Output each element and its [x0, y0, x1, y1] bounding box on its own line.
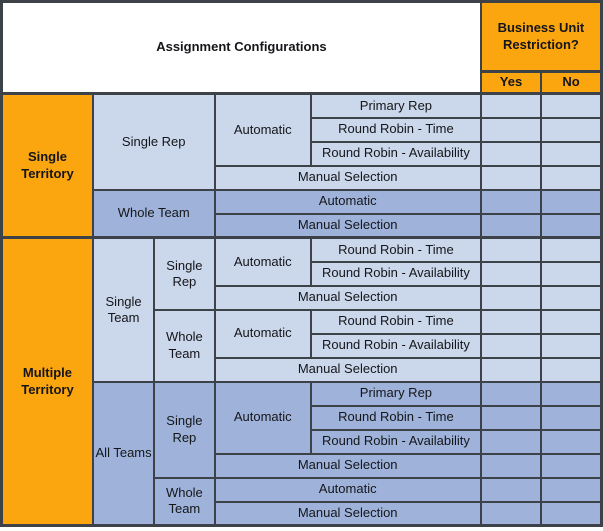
option-cell-round-robin-availability: Round Robin - Availability: [311, 262, 481, 286]
yes-cell: [481, 166, 541, 190]
mode-cell-automatic: Automatic: [215, 478, 481, 502]
yes-cell: [481, 478, 541, 502]
territory-cell-single: Single Territory: [2, 94, 93, 238]
territory-cell-multiple: Multiple Territory: [2, 238, 93, 526]
mode-cell-manual-selection: Manual Selection: [215, 454, 481, 478]
no-cell: [541, 334, 601, 358]
no-cell: [541, 286, 601, 310]
no-cell: [541, 310, 601, 334]
yes-cell: [481, 430, 541, 454]
yes-cell: [481, 238, 541, 262]
no-cell: [541, 94, 601, 118]
no-cell: [541, 190, 601, 214]
option-cell-round-robin-availability: Round Robin - Availability: [311, 142, 481, 166]
no-cell: [541, 262, 601, 286]
mode-cell-manual-selection: Manual Selection: [215, 502, 481, 526]
option-cell-round-robin-availability: Round Robin - Availability: [311, 334, 481, 358]
no-cell: [541, 118, 601, 142]
no-cell: [541, 430, 601, 454]
option-cell-round-robin-time: Round Robin - Time: [311, 310, 481, 334]
team-scope-cell-single-team: Single Team: [93, 238, 154, 382]
option-cell-round-robin-time: Round Robin - Time: [311, 238, 481, 262]
yes-cell: [481, 382, 541, 406]
yes-cell: [481, 190, 541, 214]
option-cell-round-robin-time: Round Robin - Time: [311, 118, 481, 142]
team-cell-single-rep: Single Rep: [93, 94, 215, 190]
mode-cell-automatic: Automatic: [215, 190, 481, 214]
mode-cell-automatic: Automatic: [215, 382, 311, 454]
mode-cell-automatic: Automatic: [215, 238, 311, 286]
mode-cell-automatic: Automatic: [215, 94, 311, 166]
table-title: Assignment Configurations: [2, 2, 481, 94]
no-cell: [541, 238, 601, 262]
team-cell-whole-team: Whole Team: [154, 310, 214, 382]
yes-cell: [481, 334, 541, 358]
yes-cell: [481, 406, 541, 430]
yes-cell: [481, 454, 541, 478]
no-cell: [541, 166, 601, 190]
option-cell-round-robin-availability: Round Robin - Availability: [311, 430, 481, 454]
no-cell: [541, 502, 601, 526]
no-cell: [541, 406, 601, 430]
yes-cell: [481, 502, 541, 526]
option-cell-round-robin-time: Round Robin - Time: [311, 406, 481, 430]
team-cell-single-rep: Single Rep: [154, 238, 214, 310]
yes-cell: [481, 286, 541, 310]
yes-cell: [481, 118, 541, 142]
mode-cell-manual-selection: Manual Selection: [215, 166, 481, 190]
business-unit-restriction-header: Business Unit Restriction?: [481, 2, 602, 72]
yes-cell: [481, 214, 541, 238]
yes-cell: [481, 358, 541, 382]
no-cell: [541, 142, 601, 166]
mode-cell-automatic: Automatic: [215, 310, 311, 358]
yes-cell: [481, 142, 541, 166]
team-cell-whole-team: Whole Team: [93, 190, 215, 238]
yes-cell: [481, 262, 541, 286]
no-cell: [541, 478, 601, 502]
mode-cell-manual-selection: Manual Selection: [215, 286, 481, 310]
mode-cell-manual-selection: Manual Selection: [215, 358, 481, 382]
yes-cell: [481, 94, 541, 118]
option-cell-primary-rep: Primary Rep: [311, 382, 481, 406]
no-cell: [541, 454, 601, 478]
team-cell-single-rep: Single Rep: [154, 382, 214, 478]
yes-column-header: Yes: [481, 72, 541, 94]
option-cell-primary-rep: Primary Rep: [311, 94, 481, 118]
no-column-header: No: [541, 72, 601, 94]
team-cell-whole-team: Whole Team: [154, 478, 214, 526]
team-scope-cell-all-teams: All Teams: [93, 382, 154, 526]
mode-cell-manual-selection: Manual Selection: [215, 214, 481, 238]
no-cell: [541, 358, 601, 382]
yes-cell: [481, 310, 541, 334]
no-cell: [541, 382, 601, 406]
no-cell: [541, 214, 601, 238]
